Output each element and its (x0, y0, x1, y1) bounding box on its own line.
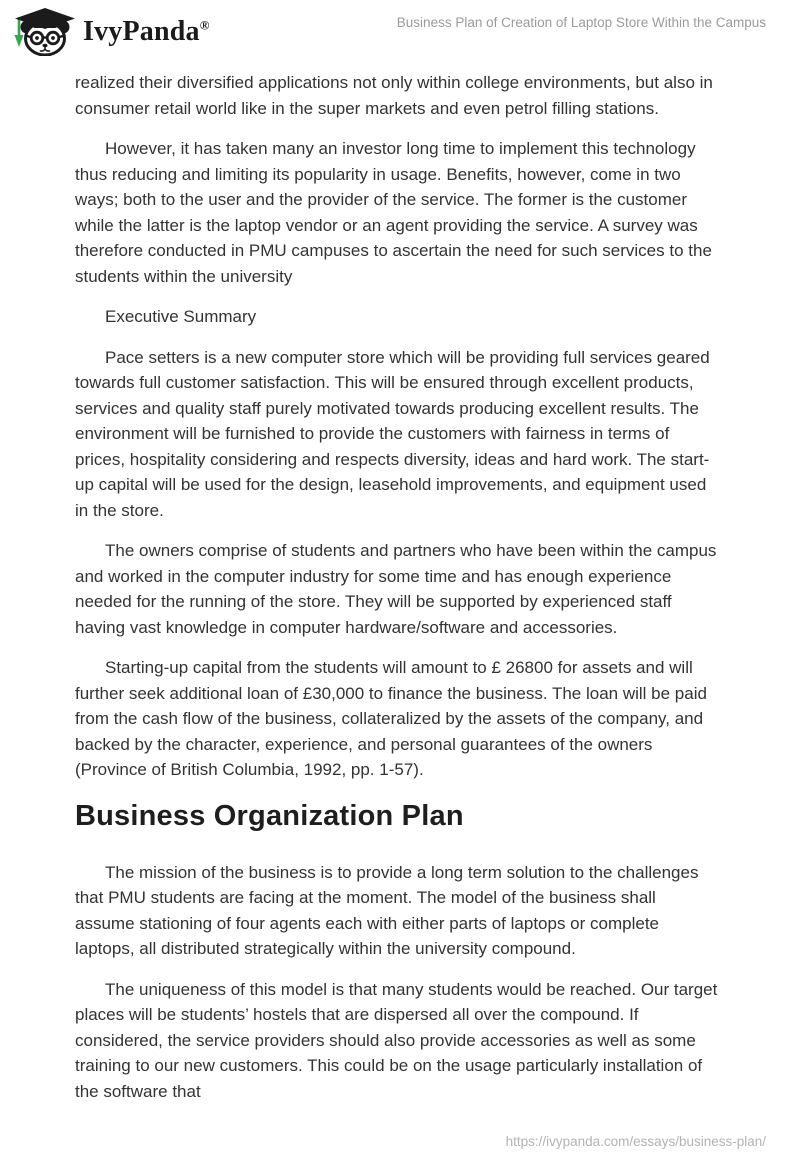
document-body (75, 70, 720, 1104)
body-paragraph: The mission of the business is to provide a long term solution to the challenges that PMU students are facing at the moment. The model of the business shall assume stationing of four agents each with either parts of laptops or complete laptops, all distributed strategically within the university compound. (75, 862, 699, 958)
body-paragraph: realized their diversified applications not only within college environments, but also in consumer retail world like in the super markets and even petrol filling stations. (75, 73, 713, 118)
ivypanda-logo (12, 8, 210, 56)
body-paragraph: Pace setters is a new computer store which will be providing full services geared towards full customer satisfaction. This will be ensured through excellent products, services and quality staff purely motivated towards producing excellent results. The environment will be furnished to provide the customers with fairness in terms of prices, hospitality considering and respects diversity, ideas and hard work. The start-up capital will be used for the design, leasehold improvements, and equipment used in the store. (75, 347, 710, 520)
panda-graduation-cap-icon (12, 8, 78, 56)
source-url: https://ivypanda.com/essays/business-plan/ (505, 1134, 766, 1149)
registered-trademark: ® (199, 17, 210, 33)
body-paragraph: The uniqueness of this model is that many students would be reached. Our target places will be students’ hostels that are dispersed all over the compound. If considered, the service providers should also provide accessories as well as some training to our new customers. This could be on the usage particularly installation of the software that (75, 979, 718, 1101)
body-paragraph: Executive Summary (105, 307, 257, 326)
body-paragraph: However, it has taken many an investor long time to implement this technology thus reducing and limiting its popularity in usage. Benefits, however, come in two ways; both to the user and the provider of the service. The former is the customer while the latter is the laptop vendor or an agent providing the service. A survey was therefore conducted in PMU campuses to ascertain the need for such services to the students within the university (75, 139, 712, 286)
logo-name: IvyPanda (83, 16, 200, 47)
page-header (0, 0, 800, 56)
document-title: Business Plan of Creation of Laptop Store Within the Campus (396, 15, 766, 30)
body-paragraph: Starting-up capital from the students will amount to £ 26800 for assets and will further seek additional loan of £30,000 to finance the business. The loan will be paid from the cash flow of the business, collateralized by the assets of the company, and backed by the character, experience, and personal guarantees of the owners (Province of British Columbia, 1992, pp. 1-57). (75, 658, 707, 779)
body-paragraph: The owners comprise of students and partners who have been within the campus and worked in the computer industry for some time and has enough experience needed for the running of the store. They will be supported by experienced staff having vast knowledge in computer hardware/software and accessories. (75, 541, 717, 637)
section-heading: Business Organization Plan (75, 799, 464, 832)
logo-wordmark (83, 16, 210, 48)
